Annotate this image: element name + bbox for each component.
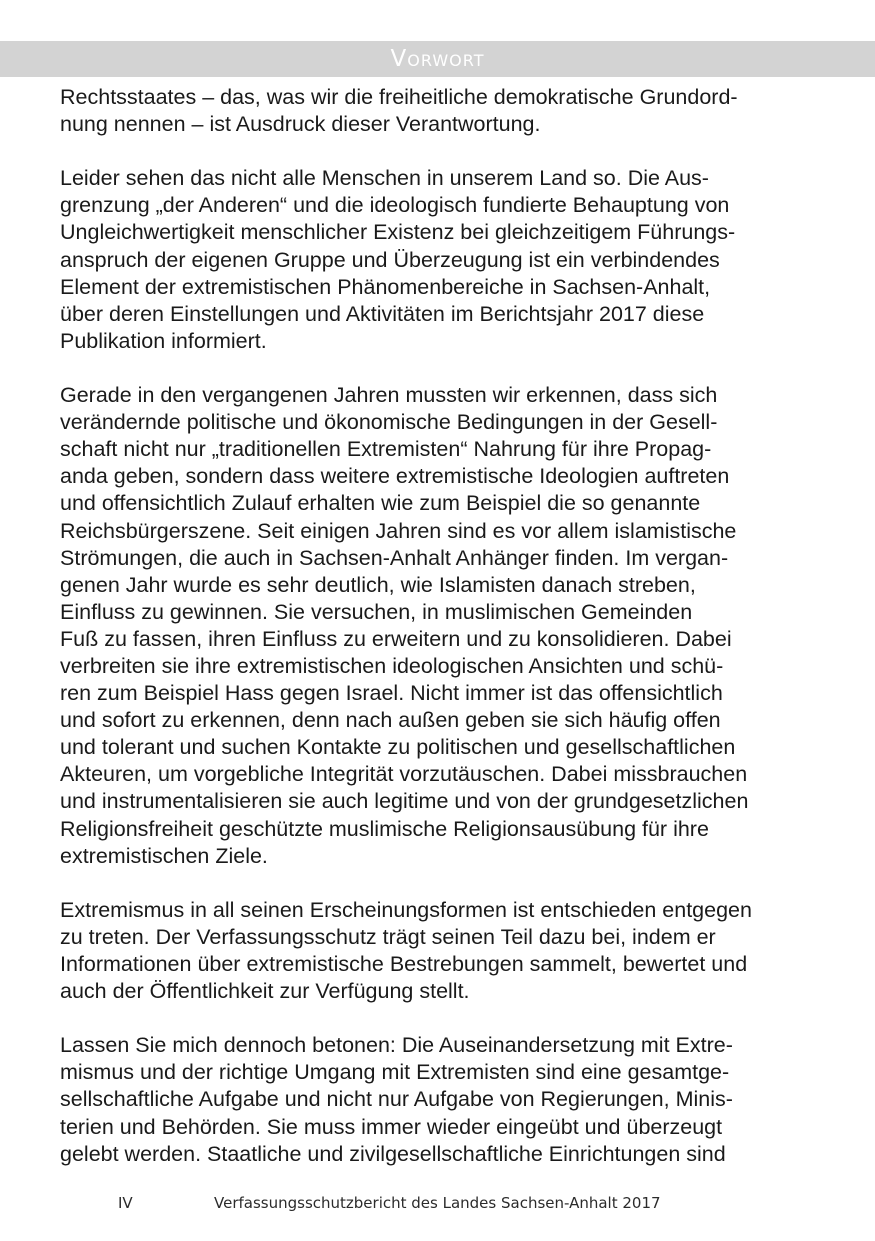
text-line: genen Jahr wurde es sehr deutlich, wie Islamisten danach streben, — [60, 572, 696, 597]
text-line: Rechtsstaates – das, was wir die freiheitliche demokratische Grundord- — [60, 85, 738, 109]
text-line: Fuß zu fassen, ihren Einfluss zu erweitern und zu konsolidieren. Dabei — [60, 626, 732, 651]
text-line: ren zum Beispiel Hass gegen Israel. Nicht immer ist das offensichtlich — [60, 681, 723, 706]
paragraph — [60, 1032, 808, 1167]
text-line: und offensichtlich Zulauf erhalten wie zum Beispiel die so genannte — [60, 491, 701, 516]
text-line: Lassen Sie mich dennoch betonen: Die Auseinandersetzung mit Extre- — [60, 1033, 733, 1058]
text-line: anda geben, sondern dass weitere extremistische Ideologien auftreten — [60, 464, 730, 489]
paragraph — [60, 84, 808, 138]
text-line: Element der extremistischen Phänomenbereiche in Sachsen-Anhalt, — [60, 274, 711, 299]
section-header-bar — [0, 41, 875, 77]
text-line: Einfluss zu gewinnen. Sie versuchen, in muslimischen Gemeinden — [60, 599, 693, 624]
page-number: IV — [118, 1194, 133, 1212]
text-line: Informationen über extremistische Bestrebungen sammelt, bewertet und — [60, 952, 748, 976]
text-line: verändernde politische und ökonomische Bedingungen in der Gesell- — [60, 410, 718, 435]
text-line: Religionsfreiheit geschützte muslimische Religionsausübung für ihre — [60, 816, 709, 841]
text-line: mismus und der richtige Umgang mit Extremisten sind eine gesamtge- — [60, 1060, 730, 1085]
page-footer — [0, 1194, 875, 1218]
text-line: Gerade in den vergangenen Jahren mussten wir erkennen, dass sich — [60, 383, 718, 408]
text-line: grenzung „der Anderen“ und die ideologisch fundierte Behauptung von — [60, 193, 730, 218]
publication-title: Verfassungsschutzbericht des Landes Sachsen-Anhalt 2017 — [214, 1194, 661, 1212]
text-line: schaft nicht nur „traditionellen Extremisten“ Nahrung für ihre Propag- — [60, 437, 712, 462]
text-line: Reichsbürgerszene. Seit einigen Jahren sind es vor allem islamistische — [60, 518, 737, 543]
text-line: und instrumentalisieren sie auch legitime und von der grundgesetzlichen — [60, 789, 749, 814]
text-line: verbreiten sie ihre extremistischen ideologischen Ansichten und schü- — [60, 653, 724, 678]
paragraph — [60, 165, 808, 355]
text-line: Leider sehen das nicht alle Menschen in unserem Land so. Die Aus- — [60, 166, 709, 191]
text-line: Akteuren, um vorgebliche Integrität vorzutäuschen. Dabei missbrauchen — [60, 762, 748, 787]
body-text — [60, 84, 808, 1168]
text-line: zu treten. Der Verfassungsschutz trägt seinen Teil dazu bei, indem er — [60, 924, 716, 949]
text-line: anspruch der eigenen Gruppe und Überzeugung ist ein verbindendes — [60, 247, 720, 272]
text-line: Strömungen, die auch in Sachsen-Anhalt Anhänger finden. Im vergan- — [60, 545, 729, 570]
text-line: auch der Öffentlichkeit zur Verfügung stellt. — [60, 979, 470, 1004]
text-line: und sofort zu erkennen, denn nach außen geben sie sich häufig offen — [60, 708, 721, 733]
text-line: über deren Einstellungen und Aktivitäten im Berichtsjahr 2017 diese — [60, 301, 705, 326]
paragraph — [60, 897, 808, 1005]
text-line: Extremismus in all seinen Erscheinungsformen ist entschieden entgegen — [60, 897, 752, 922]
text-line: sellschaftliche Aufgabe und nicht nur Aufgabe von Regierungen, Minis- — [60, 1087, 733, 1112]
text-line: nung nennen – ist Ausdruck dieser Verantwortung. — [60, 112, 541, 137]
text-line: Ungleichwertigkeit menschlicher Existenz bei gleichzeitigem Führungs- — [60, 220, 736, 245]
text-line: terien und Behörden. Sie muss immer wieder eingeübt und überzeugt — [60, 1114, 723, 1139]
section-title: Vorwort — [390, 46, 485, 72]
text-line: und tolerant und suchen Kontakte zu politischen und gesellschaftlichen — [60, 735, 736, 760]
paragraph — [60, 382, 808, 870]
text-line: gelebt werden. Staatliche und zivilgesellschaftliche Einrichtungen sind — [60, 1141, 726, 1166]
text-line: extremistischen Ziele. — [60, 843, 268, 868]
text-line: Publikation informiert. — [60, 328, 267, 353]
